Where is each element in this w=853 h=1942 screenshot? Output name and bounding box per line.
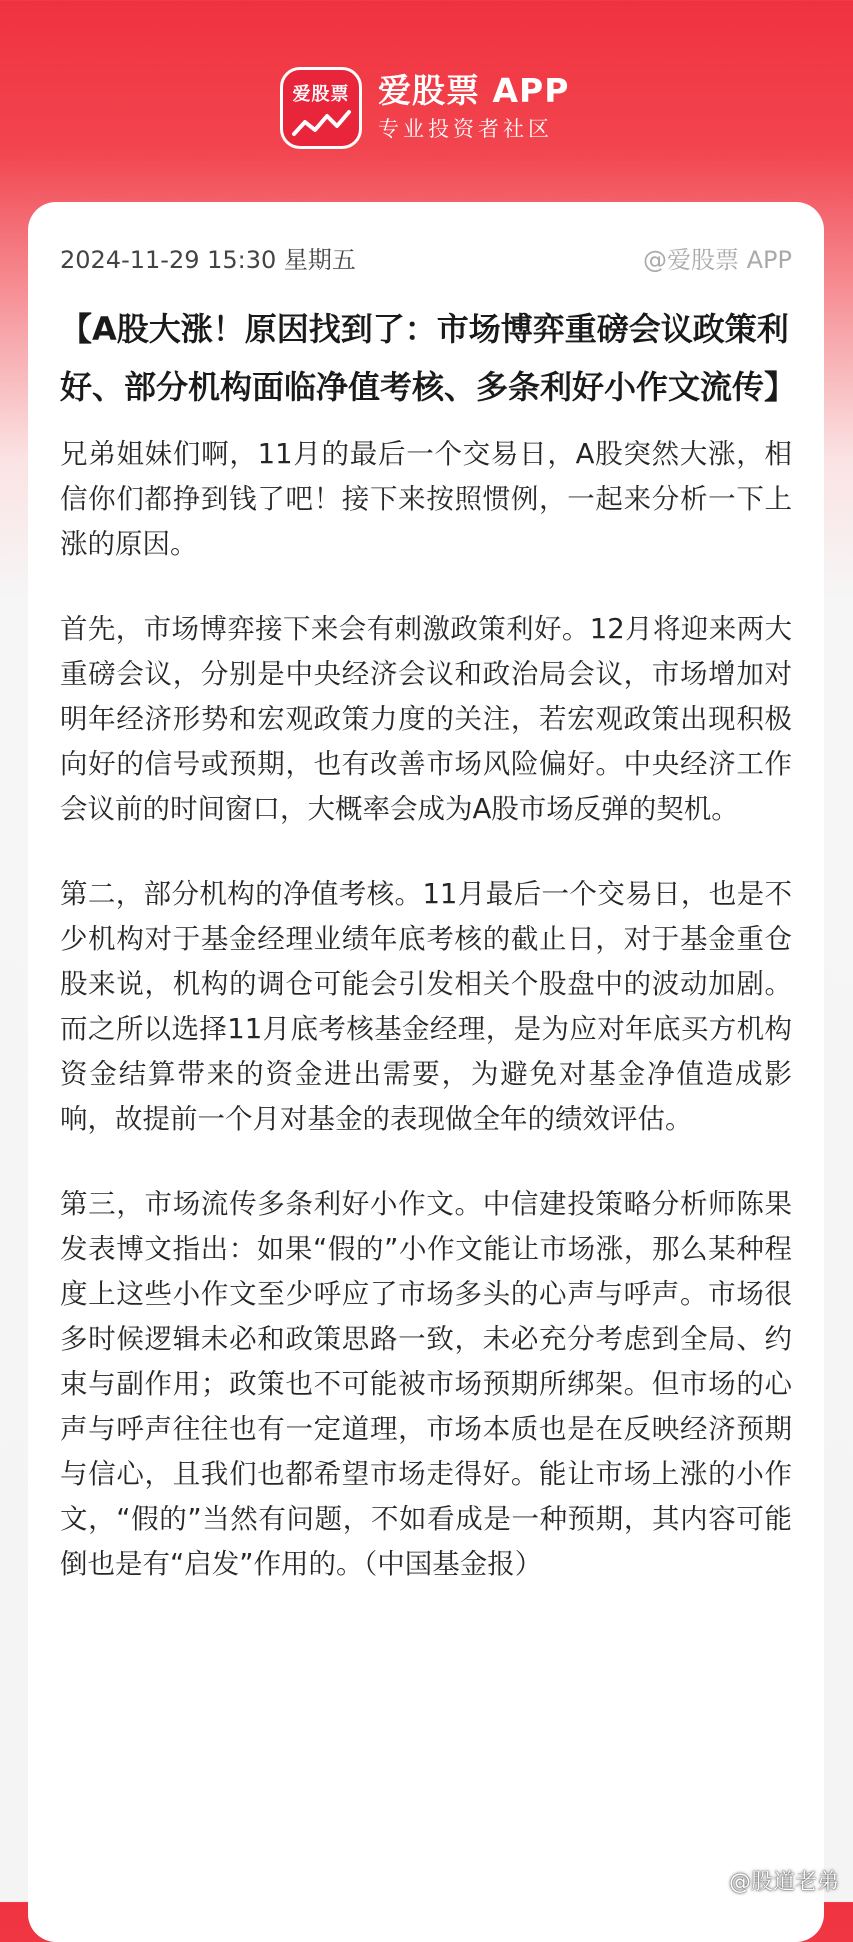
app-name: 爱股票 APP — [378, 71, 570, 110]
article-paragraph: 兄弟姐妹们啊，11月的最后一个交易日，A股突然大涨，相信你们都挣到钱了吧！接下来按照惯例，一起来分析一下上涨的原因。 — [60, 438, 792, 560]
article-body — [60, 432, 792, 1587]
watermark-text: @股道老弟 — [728, 1870, 839, 1895]
article-paragraph: 首先，市场博弈接下来会有刺激政策利好。12月将迎来两大重磅会议，分别是中央经济会议和政治局会议，市场增加对明年经济形势和宏观政策力度的关注，若宏观政策出现积极向好的信号或预期，也有改善市场风险偏好。中央经济工作会议前的时间窗口，大概率会成为A股市场反弹的契机。 — [60, 613, 792, 825]
article-paragraph: 第二，部分机构的净值考核。11月最后一个交易日，也是不少机构对于基金经理业绩年底考核的截止日，对于基金重仓股来说，机构的调仓可能会引发相关个股盘中的波动加剧。而之所以选择11月底考核基金经理，是为应对年底买方机构资金结算带来的资金进出需要，为避免对基金净值造成影响，故提前一个月对基金的表现做全年的绩效评估。 — [60, 878, 792, 1135]
weibo-watermark — [695, 1865, 839, 1896]
article-paragraph: 第三，市场流传多条利好小作文。中信建投策略分析师陈果发表博文指出：如果“假的”小作文能让市场涨，那么某种程度上这些小作文至少呼应了市场多头的心声与呼声。市场很多时候逻辑未必和政策思路一致，未必充分考虑到全局、约束与副作用；政策也不可能被市场预期所绑架。但市场的心声与呼声往往也有一定道理，市场本质也是在反映经济预期与信心，且我们也都希望市场走得好。能让市场上涨的小作文，“假的”当然有问题，不如看成是一种预期，其内容可能倒也是有“启发”作用的。（中国基金报） — [60, 1188, 792, 1580]
article-date: 2024-11-29 15:30 星期五 — [60, 246, 356, 274]
app-slogan: 专业投资者社区 — [378, 117, 553, 141]
app-logo — [280, 67, 362, 149]
weibo-icon — [695, 1869, 725, 1893]
article-meta — [60, 242, 792, 278]
article-title: 【A股大涨！原因找到了：市场博弈重磅会议政策利好、部分机构面临净值考核、多条利好小作文流传】 — [60, 310, 797, 406]
article-card — [28, 202, 824, 1942]
stock-chart-icon — [291, 108, 353, 142]
article-source: @爱股票 APP — [643, 246, 792, 274]
logo-text: 爱股票 — [292, 84, 350, 105]
app-brand-header — [280, 66, 569, 150]
